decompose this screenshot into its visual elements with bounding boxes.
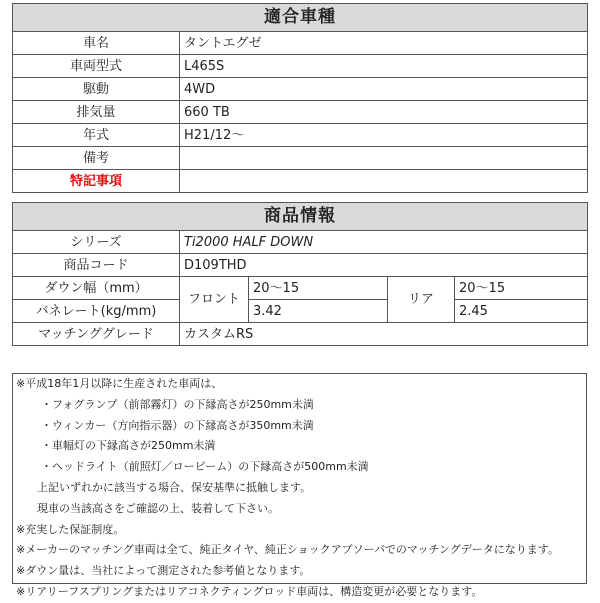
note-line: ・フォグランプ（前部霧灯）の下縁高さが250mm未満 <box>41 397 314 411</box>
front-label: フロント <box>180 277 249 323</box>
vehicle-table <box>12 3 588 193</box>
notes-box <box>12 373 587 598</box>
displacement-value: 660 TB <box>180 101 588 124</box>
vehicle-name-value: タントエグゼ <box>180 32 588 55</box>
rear-label: リア <box>388 277 455 323</box>
remarks-label: 備考 <box>13 147 180 170</box>
front-spring-value: 3.42 <box>249 300 388 323</box>
note-line: ※リアリーフスプリングまたはリアコネクティングロッド車両は、構造変更が必要となります。 <box>16 584 483 598</box>
note-line: ※充実した保証制度。 <box>16 522 125 536</box>
note-line: 現車の当該高さをご確認の上、装着して下さい。 <box>37 501 279 515</box>
rear-spring-value: 2.45 <box>455 300 588 323</box>
product-code-value: D109THD <box>180 254 588 277</box>
series-value: Ti2000 HALF DOWN <box>180 231 588 254</box>
vehicle-table-title: 適合車種 <box>13 4 588 32</box>
year-value: H21/12〜 <box>180 124 588 147</box>
drive-value: 4WD <box>180 78 588 101</box>
note-line: ※ダウン量は、当社によって測定された参考値となります。 <box>16 564 311 578</box>
note-line: ※メーカーのマッチング車両は全て、純正タイヤ、純正ショックアブソーバでのマッチングデータになります。 <box>16 543 559 557</box>
down-width-label: ダウン幅（mm） <box>13 277 180 300</box>
note-line: ・車幅灯の下縁高さが250mm未満 <box>41 439 216 453</box>
remarks-value <box>180 147 588 170</box>
front-down-value: 20〜15 <box>249 277 388 300</box>
matching-grade-label: マッチンググレード <box>13 323 180 346</box>
spring-rate-label: バネレート(kg/mm) <box>13 300 180 323</box>
note-line: ※平成18年1月以降に生産された車両は、 <box>16 377 223 390</box>
product-code-label: 商品コード <box>13 254 180 277</box>
note-line: 上記いずれかに該当する場合、保安基準に抵触します。 <box>37 480 312 494</box>
series-label: シリーズ <box>13 231 180 254</box>
product-table <box>12 202 588 346</box>
product-table-title: 商品情報 <box>13 203 588 231</box>
drive-label: 駆動 <box>13 78 180 101</box>
vehicle-model-label: 車両型式 <box>13 55 180 78</box>
special-notes-label: 特記事項 <box>13 170 180 193</box>
rear-down-value: 20〜15 <box>455 277 588 300</box>
displacement-label: 排気量 <box>13 101 180 124</box>
vehicle-model-value: L465S <box>180 55 588 78</box>
special-notes-value <box>180 170 588 193</box>
matching-grade-value: カスタムRS <box>180 323 588 346</box>
note-line: ・ウィンカー（方向指示器）の下縁高さが350mm未満 <box>41 418 314 432</box>
vehicle-name-label: 車名 <box>13 32 180 55</box>
year-label: 年式 <box>13 124 180 147</box>
note-line: ・ヘッドライト（前照灯／ロービーム）の下縁高さが500mm未満 <box>41 460 369 474</box>
